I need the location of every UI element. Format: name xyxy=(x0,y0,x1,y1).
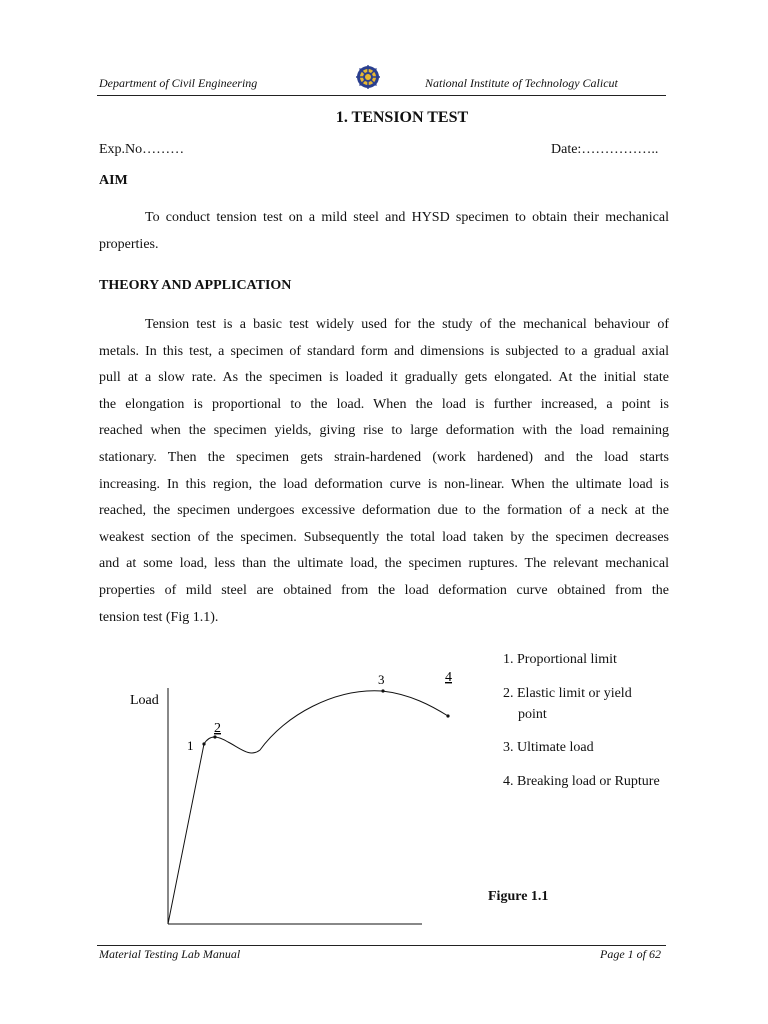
aim-line: To conduct tension test on a mild steel and HYSD specimen to obtain their mechanical xyxy=(145,210,669,225)
page-number: Page 1 of 62 xyxy=(600,947,661,961)
figure-caption: Figure 1.1 xyxy=(488,889,549,904)
legend-num: 2. xyxy=(503,686,514,701)
point-label-1: 1 xyxy=(187,738,194,753)
theory-line: tension test (Fig 1.1). xyxy=(99,609,219,625)
theory-line: the elongation is proportional to the load. When the load is further increased, a point is xyxy=(99,396,669,412)
theory-line: reached when the specimen yields, giving rise to large deformation with the load remaining xyxy=(99,423,669,439)
theory-line: properties of mild steel are obtained from the load deformation curve obtained from the xyxy=(99,582,669,598)
theory-line: and at some load, less than the ultimate load, the specimen ruptures. The relevant mechanical xyxy=(99,556,669,572)
legend-text: Elastic limit or yield xyxy=(517,686,632,701)
point-3-marker xyxy=(381,689,384,692)
theory-line: Tension test is a basic test widely used for the study of the mechanical behaviour of xyxy=(145,317,669,332)
footer-rule xyxy=(97,945,666,946)
theory-line: increasing. In this region, the load deformation curve is non-linear. When the ultimate load is xyxy=(99,476,669,492)
point-label-4: 4 xyxy=(445,670,452,685)
header-department: Department of Civil Engineering xyxy=(99,76,258,90)
legend-item xyxy=(503,771,660,792)
point-1-marker xyxy=(202,742,205,745)
legend-num: 1. xyxy=(503,652,514,667)
theory-line: metals. In this test, a specimen of standard form and dimensions is subjected to a gradual axial xyxy=(99,343,669,359)
legend-text-continued: point xyxy=(518,707,547,722)
aim-heading: AIM xyxy=(99,173,128,188)
legend-text: Proportional limit xyxy=(517,652,617,667)
theory-line: weakest section of the specimen. Subsequently the total load taken by the specimen decreases xyxy=(99,529,669,545)
theory-line: pull at a slow rate. As the specimen is loaded it gradually gets elongated. At the initial state xyxy=(99,370,669,386)
legend-num: 4. xyxy=(503,774,514,789)
legend-item xyxy=(503,683,632,704)
aim-paragraph xyxy=(99,205,669,258)
footer-manual-title: Material Testing Lab Manual xyxy=(99,947,241,961)
theory-paragraph xyxy=(99,312,669,631)
legend-text: Breaking load or Rupture xyxy=(517,774,660,789)
y-axis-label: Load xyxy=(130,693,159,708)
nitc-emblem-icon xyxy=(355,64,381,90)
theory-line: stationary. Then the specimen gets strain-hardened (work hardened) and the load starts xyxy=(99,449,669,465)
theory-heading: THEORY AND APPLICATION xyxy=(99,278,292,293)
header-rule xyxy=(97,95,666,96)
date-field: Date:…………….. xyxy=(551,142,659,157)
exp-no: Exp.No……… xyxy=(99,142,185,157)
page-title: 1. TENSION TEST xyxy=(335,109,469,126)
legend-num: 3. xyxy=(503,740,514,755)
load-curve xyxy=(168,691,448,924)
point-4-marker xyxy=(446,714,449,717)
aim-line: properties. xyxy=(99,236,159,252)
header-institute: National Institute of Technology Calicut xyxy=(425,76,618,90)
load-deformation-figure xyxy=(120,660,460,930)
legend-item xyxy=(503,737,594,758)
legend-item xyxy=(503,649,617,670)
point-label-3: 3 xyxy=(378,672,385,687)
theory-line: reached, the specimen undergoes excessive deformation due to the formation of a neck at the xyxy=(99,503,669,519)
legend-text: Ultimate load xyxy=(517,740,594,755)
point-label-2: 2 xyxy=(214,721,221,736)
